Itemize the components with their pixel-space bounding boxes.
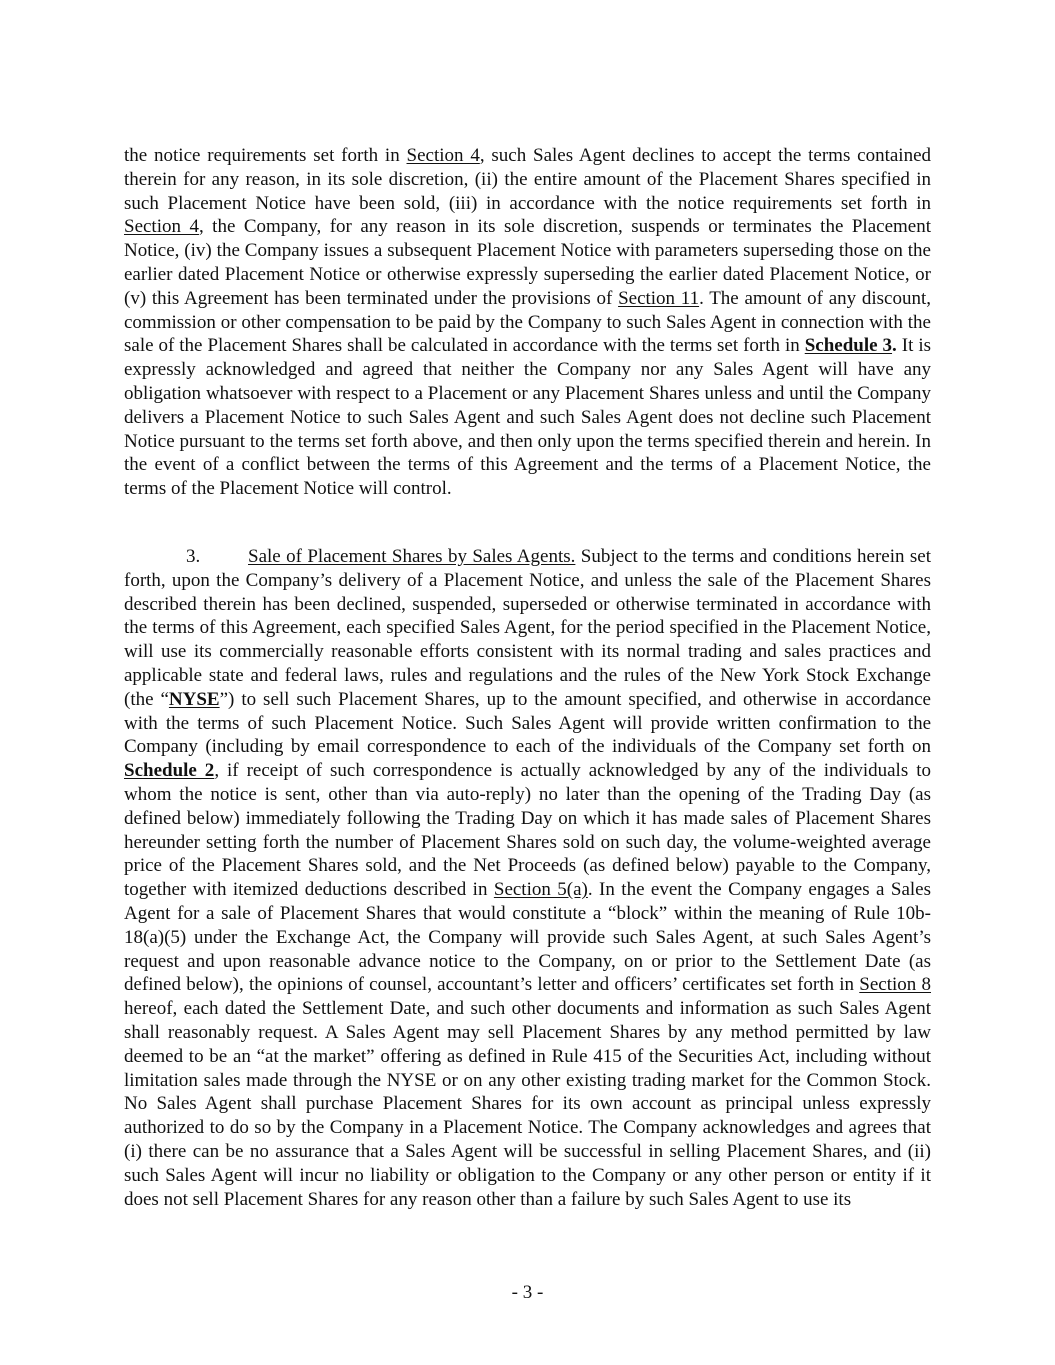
schedule-2-reference: Schedule 2 (124, 760, 215, 782)
section-3-paragraph (124, 545, 931, 1211)
text-run: hereof, each dated the Settlement Date, and such other documents and information as such Sales Agent shall reasonably request. A Sales Agent may sell Placement Shares by any method permitted by law deemed to be an “at the market” offering as defined in Rule 415 of the Securities Act, including without limitation sales made through the NYSE or on any other existing trading market for the Common Stock. No Sales Agent shall purchase Placement Shares for its own account as principal unless expressly authorized to do so by the Company in a Placement Notice. The Company acknowledges and agrees that (i) there can be no assurance that a Sales Agent will be successful in selling Placement Shares, and (ii) such Sales Agent will incur no liability or obligation to the Company or any other person or entity if it does not sell Placement Shares for any reason other than a failure by such Sales Agent to use its (124, 998, 931, 1210)
text-run: ”) to sell such Placement Shares, up to the amount specified, and otherwise in accordance with the terms of such Placement Notice. Such Sales Agent will provide written confirmation to the Company (including by email correspondence to each of the individuals of the Company set forth on (124, 688, 931, 758)
text-run: , such Sales Agent declines to accept the terms contained therein for any reason, in its sole discretion, (ii) the entire amount of the Placement Shares specified in such Placement Notice have been sold, (iii) in accordance with the notice requirements set forth in (124, 145, 932, 214)
section-11-reference: Section 11 (618, 287, 700, 309)
text-run: . The amount of any discount, commission or other compensation to be paid by the Company to such Sales Agent in connection with the sale of the Placement Shares shall be calculated in accordance with the terms set forth in (124, 287, 931, 357)
text-run: , if receipt of such correspondence is actually acknowledged by any of the individuals to whom the notice is sent, other than via auto-reply) no later than the opening of the Trading Day (as defined below) immediately following the Trading Day on which it has made sales of Placement Shares hereunder setting forth the number of Placement Shares sold on such day, the volume-weighted average price of the Placement Shares sold, and the Net Proceeds (as defined below) payable to the Company, together with itemized deductions described in (124, 760, 931, 901)
schedule-3-reference: Schedule 3 (804, 335, 893, 357)
nyse-defined-term: NYSE (168, 688, 220, 710)
section-number: 3. (186, 546, 201, 567)
page-number: - 3 - (511, 1282, 544, 1303)
text-run: . In the event the Company engages a Sales Agent for a sale of Placement Shares that would constitute a “block” within the meaning of Rule 10b-18(a)(5) under the Exchange Act, the Company will provide such Sales Agent, at such Sales Agent’s request and upon reasonable advance notice to the Company, on or prior to the Settlement Date (as defined below), the opinions of counsel, accountant’s letter and officers’ certificates set forth in (124, 879, 932, 996)
section-4-reference: Section 4 (124, 216, 199, 238)
text-run: the notice requirements set forth in (124, 145, 407, 166)
section-8-reference: Section 8 (859, 974, 931, 996)
text-run: Subject to the terms and conditions herein set forth, upon the Company’s delivery of a Placement Notice, and unless the sale of the Placement Shares described therein has been declined, suspended, superseded or otherwise terminated in accordance with the terms of this Agreement, each specified Sales Agent, for the period specified in the Placement Notice, will use its commercially reasonable efforts consistent with its normal trading and sales practices and applicable state and federal laws, rules and regulations and the rules of the New York Stock Exchange (the “ (124, 546, 931, 710)
text-run: . (892, 335, 897, 357)
text-run: , the Company, for any reason in its sole discretion, suspends or terminates the Placement Notice, (iv) the Company issues a subsequent Placement Notice with parameters superseding those on the earlier dated Placement Notice or otherwise expressly superseding the earlier dated Placement Notice, or (v) this Agreement has been terminated under the provisions of (124, 216, 931, 309)
section-heading: Sale of Placement Shares by Sales Agents. (248, 546, 576, 567)
paragraph-continuation (124, 144, 931, 501)
section-4-reference: Section 4 (406, 145, 480, 166)
section-5a-reference: Section 5(a) (493, 879, 588, 901)
text-run: It is expressly acknowledged and agreed that neither the Company nor any Sales Agent will have any obligation whatsoever with respect to a Placement or any Placement Shares unless and until the Company delivers a Placement Notice to such Sales Agent and such Sales Agent does not decline such Placement Notice pursuant to the terms set forth above, and then only upon the terms specified therein and herein. In the event of a conflict between the terms of this Agreement and the terms of a Placement Notice, the terms of the Placement Notice will control. (124, 335, 931, 500)
